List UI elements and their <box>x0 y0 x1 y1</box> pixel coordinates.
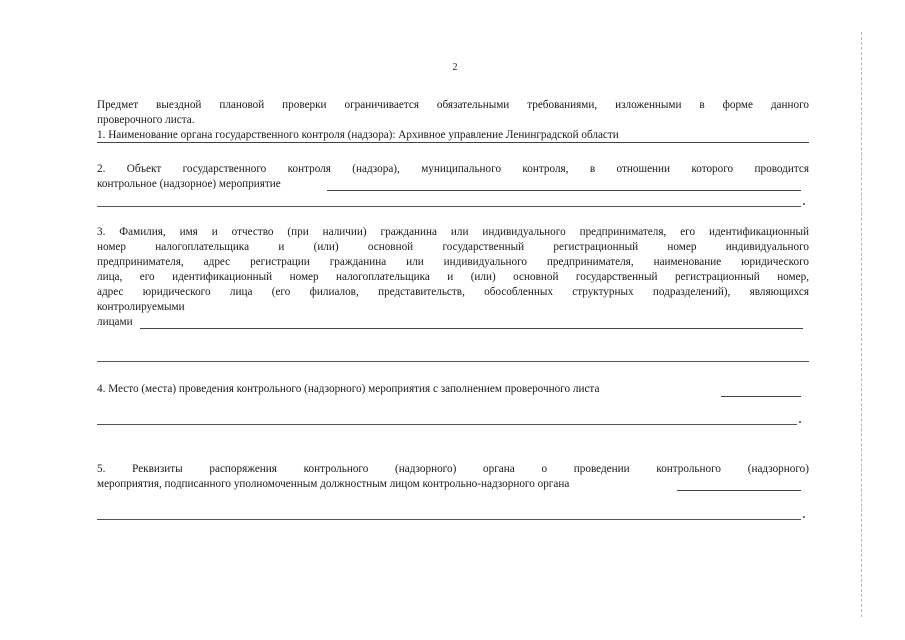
item3-line-7: лицами <box>97 316 133 328</box>
item4-fill-line-2[interactable] <box>97 424 797 425</box>
item3-line-4: лица, его идентификационный номер налогоплательщика и (или) основной государственный регистрационный номер, <box>97 271 809 283</box>
item5-line-1: 5. Реквизиты распоряжения контрольного (надзорного) органа о проведении контрольного (надзорного) <box>97 463 809 475</box>
item4-period <box>799 421 801 423</box>
item2-line-2: контрольное (надзорное) мероприятие <box>97 178 281 190</box>
item4-fill-line[interactable] <box>721 396 801 397</box>
item3-line-3: предпринимателя, адрес регистрации гражданина или индивидуального предпринимателя, наименование юридического <box>97 256 809 268</box>
item1-text: 1. Наименование органа государственного контроля (надзора): Архивное управление Ленинградской области <box>97 129 619 141</box>
item3-line-1: 3. Фамилия, имя и отчество (при наличии) гражданина или индивидуального предпринимателя, его идентификационный <box>97 226 809 238</box>
item5-line-2: мероприятия, подписанного уполномоченным должностным лицом контрольно-надзорного органа <box>97 478 570 490</box>
item1-underline <box>97 142 809 143</box>
page-edge <box>861 32 862 617</box>
item2-fill-line-2[interactable] <box>97 206 801 207</box>
item3-fill-line[interactable] <box>140 328 803 329</box>
item3-fill-line-2[interactable] <box>97 361 809 362</box>
intro-line-1: Предмет выездной плановой проверки ограничивается обязательными требованиями, изложенными в форме данного <box>97 99 809 111</box>
intro-line-2: проверочного листа. <box>97 114 195 126</box>
item3-line-2: номер налогоплательщика и (или) основной государственный регистрационный номер индивидуального <box>97 241 809 253</box>
item5-period <box>803 516 805 518</box>
item2-period <box>803 203 805 205</box>
item2-line-1: 2. Объект государственного контроля (надзора), муниципального контроля, в отношении которого проводится <box>97 163 809 175</box>
item3-line-6: контролируемыми <box>97 301 185 313</box>
item2-fill-line[interactable] <box>327 190 801 191</box>
item4-line-1: 4. Место (места) проведения контрольного (надзорного) мероприятия с заполнением проверочного листа <box>97 383 600 395</box>
item5-fill-line[interactable] <box>677 490 801 491</box>
item3-line-5: адрес юридического лица (его филиалов, представительств, обособленных структурных подразделений), являющихся <box>97 286 809 298</box>
page-number: 2 <box>452 62 458 73</box>
item5-fill-line-2[interactable] <box>97 519 801 520</box>
